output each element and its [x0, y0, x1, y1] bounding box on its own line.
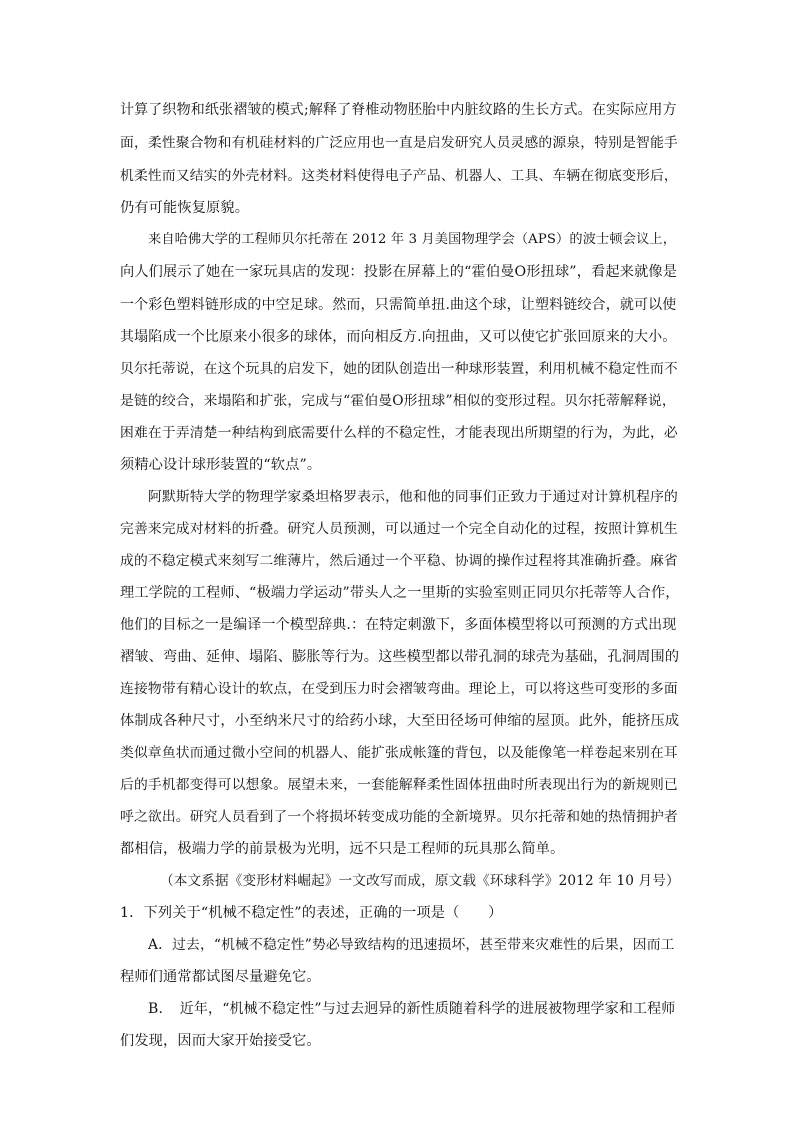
question-1-option-b-line-1: B． 近年，“机械不稳定性”与过去迥异的新性质随着科学的进展被物理学家和工程师	[148, 1001, 676, 1017]
question-1-option-a-line-1: A．过去，“机械不稳定性”势必导致结构的迅速损坏，甚至带来灾难性的后果，因而工	[148, 937, 675, 953]
paragraph-3-line-4: 理工学院的工程师、“极端力学运动”带头人之一里斯的实验室则正同贝尔托蒂等人合作，	[120, 585, 680, 601]
paragraph-2-line-5: 贝尔托蒂说，在这个玩具的启发下，她的团队创造出一种球形装置，利用机械不稳定性而不	[120, 361, 678, 377]
paragraph-1-line-3: 机柔性而又结实的外壳材料。这类材料使得电子产品、机器人、工具、车辆在彻底变形后，	[120, 168, 678, 184]
source-note: （本文系据《变形材料崛起》一文改写而成，原文载《环球科学》2012 年 10 月号）	[160, 873, 680, 889]
paragraph-3-line-2: 完善来完成对材料的折叠。研究人员预测，可以通过一个完全自动化的过程，按照计算机生	[120, 521, 678, 537]
paragraph-3-line-5: 他们的目标之一是编译一个模型辞典.：在特定刺激下，多面体模型将以可预测的方式出现	[120, 617, 677, 633]
question-1-option-b-line-2: 们发现，因而大家开始接受它。	[120, 1033, 321, 1049]
paragraph-2-line-2: 向人们展示了她在一家玩具店的发现：投影在屏幕上的“霍伯曼O形扭球”，看起来就像是	[120, 264, 678, 280]
paragraph-1-line-1: 计算了织物和纸张褶皱的模式;解释了脊椎动物胚胎中内脏纹路的生长方式。在实际应用方	[120, 102, 677, 118]
paragraph-3-line-12: 都相信，极端力学的前景极为光明，远不只是工程师的玩具那么简单。	[120, 841, 565, 857]
paragraph-3-line-6: 褶皱、弯曲、延伸、塌陷、膨胀等行为。这些模型都以带孔洞的球壳为基础，孔洞周围的	[120, 649, 680, 665]
paragraph-2-line-4: 其塌陷成一个比原来小很多的球体，而向相反方.向扭曲，又可以使它扩张回原来的大小。	[120, 329, 677, 345]
paragraph-1-line-2: 面，柔性聚合物和有机硅材料的广泛应用也一直是启发研究人员灵感的源泉，特别是智能手	[120, 135, 678, 151]
paragraph-3-line-11: 呼之欲出。研究人员看到了一个将损坏转变成功能的全新境界。贝尔托蒂和她的热情拥护者	[120, 809, 678, 825]
paragraph-2-line-3: 一个彩色塑料链形成的中空足球。然而，只需简单扭.曲这个球，让塑料链绞合，就可以使	[120, 297, 677, 313]
paragraph-2-line-7: 困难在于弄清楚一种结构到底需要什么样的不稳定性，才能表现出所期望的行为，为此，必	[120, 425, 678, 441]
question-1-option-a-line-2: 程师们通常都试图尽量避免它。	[120, 969, 321, 985]
paragraph-3-line-10: 后的手机都变得可以想象。展望未来，一套能解释柔性固体扭曲时所表现出行为的新规则已	[120, 777, 678, 793]
paragraph-2-line-1: 来自哈佛大学的工程师贝尔托蒂在 2012 年 3 月美国物理学会（APS）的波士顿会议上，	[148, 232, 677, 247]
paragraph-3-line-8: 体制成各种尺寸，小至纳米尺寸的给药小球，大至田径场可伸缩的屋顶。此外，能挤压成	[120, 713, 680, 729]
paragraph-3-line-3: 成的不稳定模式来刻写二维薄片，然后通过一个平稳、协调的操作过程将其准确折叠。麻省	[120, 553, 678, 569]
paragraph-3-line-7: 连接物带有精心设计的软点，在受到压力时会褶皱弯曲。理论上，可以将这些可变形的多面	[120, 681, 678, 697]
paragraph-2-line-6: 是链的绞合，来塌陷和扩张，完成与“霍伯曼O形扭球”相似的变形过程。贝尔托蒂解释说，	[120, 393, 676, 409]
paragraph-3-line-9: 类似章鱼状而通过微小空间的机器人、能扩张成帐篷的背包，以及能像笔一样卷起来别在耳	[120, 745, 678, 761]
paragraph-3-line-1: 阿默斯特大学的物理学家桑坦格罗表示，他和他的同事们正致力于通过对计算机程序的	[148, 489, 678, 505]
paragraph-2-line-8: 须精心设计球形装置的“软点”。	[120, 457, 322, 473]
paragraph-1-line-4: 仍有可能恢复原貌。	[120, 200, 250, 216]
question-1-stem: 1．下列关于“机械不稳定性”的表述，正确的一项是（ ）	[120, 905, 503, 921]
